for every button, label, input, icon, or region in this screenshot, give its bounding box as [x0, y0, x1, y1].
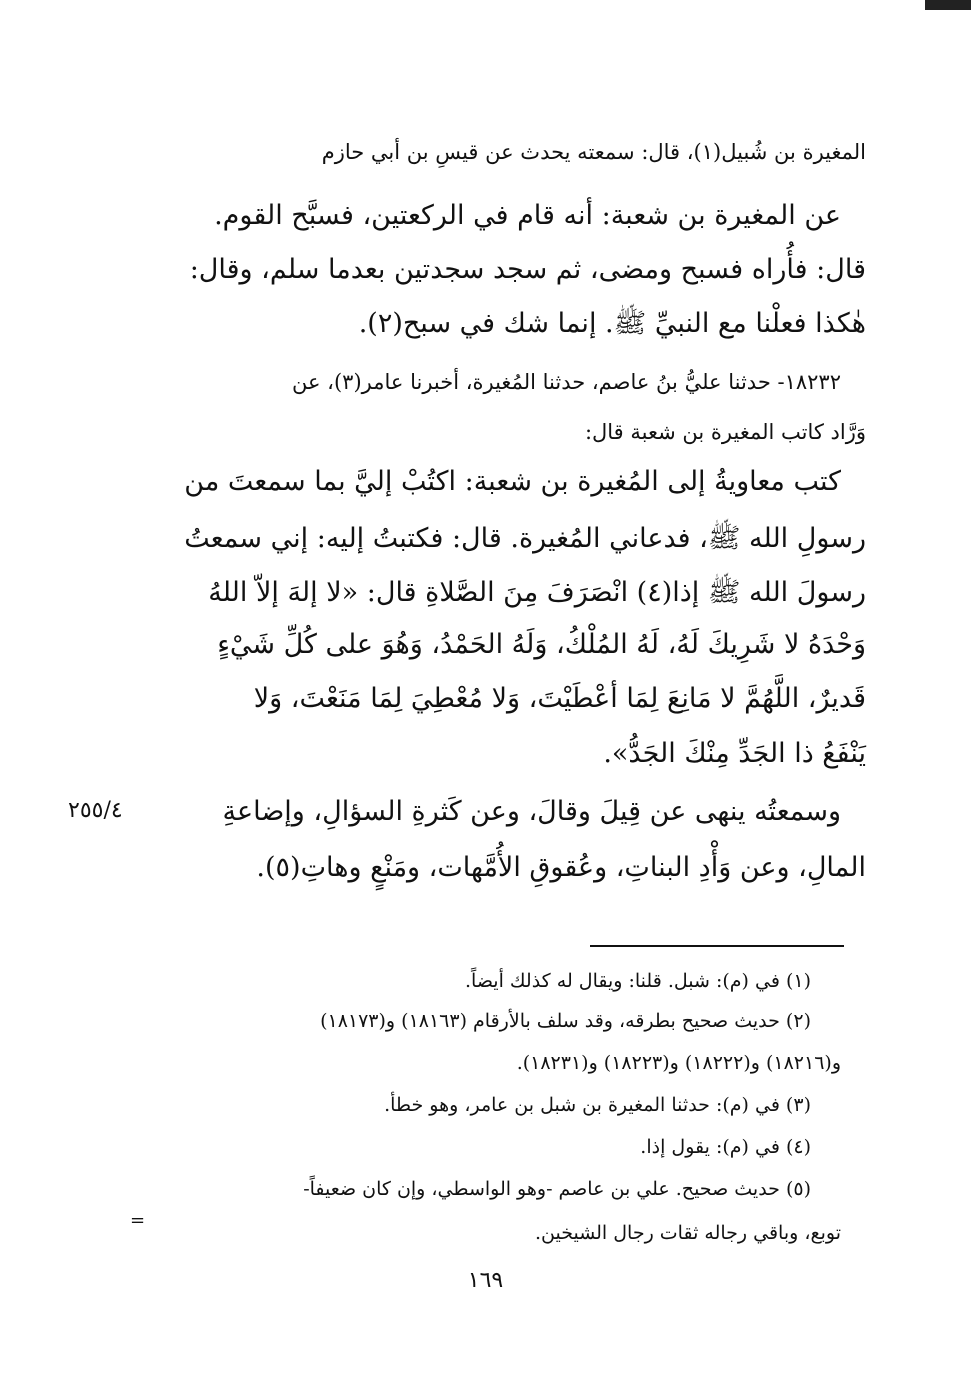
page-number: ١٦٩: [467, 1268, 504, 1293]
footnote-line: (٤) في (م): يقول إذا.: [640, 1136, 811, 1158]
text-line: وَحْدَهُ لا شَرِيكَ لَهُ، لَهُ المُلْكُ، وَلَهُ الحَمْدُ، وَهُوَ على كُلِّ شَيْءٍ: [217, 629, 866, 660]
text-line: كتب معاويةُ إلى المُغيرة بن شعبة: اكتُبْ إليَّ بما سمعتَ من: [184, 466, 841, 497]
footnote-divider: [590, 945, 844, 947]
text-line: ١٨٢٣٢- حدثنا عليُّ بنُ عاصم، حدثنا المُغيرة، أخبرنا عامر(٣)، عن: [291, 370, 841, 394]
footnote-line: (١) في (م): شبل. قلنا: ويقال له كذلك أيضاً.: [465, 970, 811, 992]
footnote-line: (٣) في (م): حدثنا المغيرة بن شبل بن عامر، وهو خطأ.: [384, 1094, 811, 1116]
text-line: المالِ، وعن وَأْدِ البناتِ، وعُقوقِ الأُمَّهات، ومَنْعٍ وهاتِ(٥).: [256, 852, 866, 883]
footnote-line: و(١٨٢١٦) و(١٨٢٢٢) و(١٨٢٢٣) و(١٨٢٣١).: [516, 1052, 841, 1074]
text-line: رسولِ الله ﷺ، فدعاني المُغيرة. قال: فكتبتُ إليه: إني سمعتُ: [184, 523, 866, 554]
footnote-line: (٢) حديث صحيح بطرقه، وقد سلف بالأرقام (١٨١٦٣) و(١٨١٧٣): [320, 1010, 811, 1032]
text-line: قَديرٌ، اللَّهُمَّ لا مَانِعَ لِمَا أعْطَيْتَ، وَلا مُعْطِيَ لِمَا مَنَعْتَ، وَلا: [253, 683, 866, 714]
text-line: هٰكذا فعلْنا مع النبيِّ ﷺ. إنما شك في سبح(٢).: [358, 308, 866, 339]
text-line: وسمعتُه ينهى عن قِيلَ وقالَ، وعن كَثرةِ السؤالِ، وإضاعةِ: [222, 796, 841, 827]
footnote-line: (٥) حديث صحيح. علي بن عاصم -وهو الواسطي، وإن كان ضعيفاً-: [303, 1178, 811, 1200]
text-line: المغيرة بن شُبيل(١)، قال: سمعته يحدث عن قيسِ بن أبي حازم: [321, 140, 866, 164]
text-line: رسولَ الله ﷺ إذا(٤) انْصَرَفَ مِنَ الصَّلاةِ قال: «لا إلهَ إلاّ اللهُ: [208, 577, 866, 608]
continuation-mark: =: [130, 1210, 146, 1231]
text-line: يَنْفَعُ ذا الجَدِّ مِنْكَ الجَدُّ».: [603, 738, 866, 769]
text-line: عن المغيرة بن شعبة: أنه قام في الركعتين، فسبَّح القوم.: [214, 200, 841, 231]
margin-reference: ٢٥٥/٤: [68, 798, 123, 823]
footnote-line: توبع، وباقي رجاله ثقات رجال الشيخين.: [534, 1222, 841, 1244]
scan-corner-mark: [925, 0, 971, 10]
text-line: وَرَّاد كاتب المغيرة بن شعبة قال:: [584, 420, 866, 444]
text-line: قال: فأُراه فسبح ومضى، ثم سجد سجدتين بعدما سلم، وقال:: [189, 254, 866, 285]
